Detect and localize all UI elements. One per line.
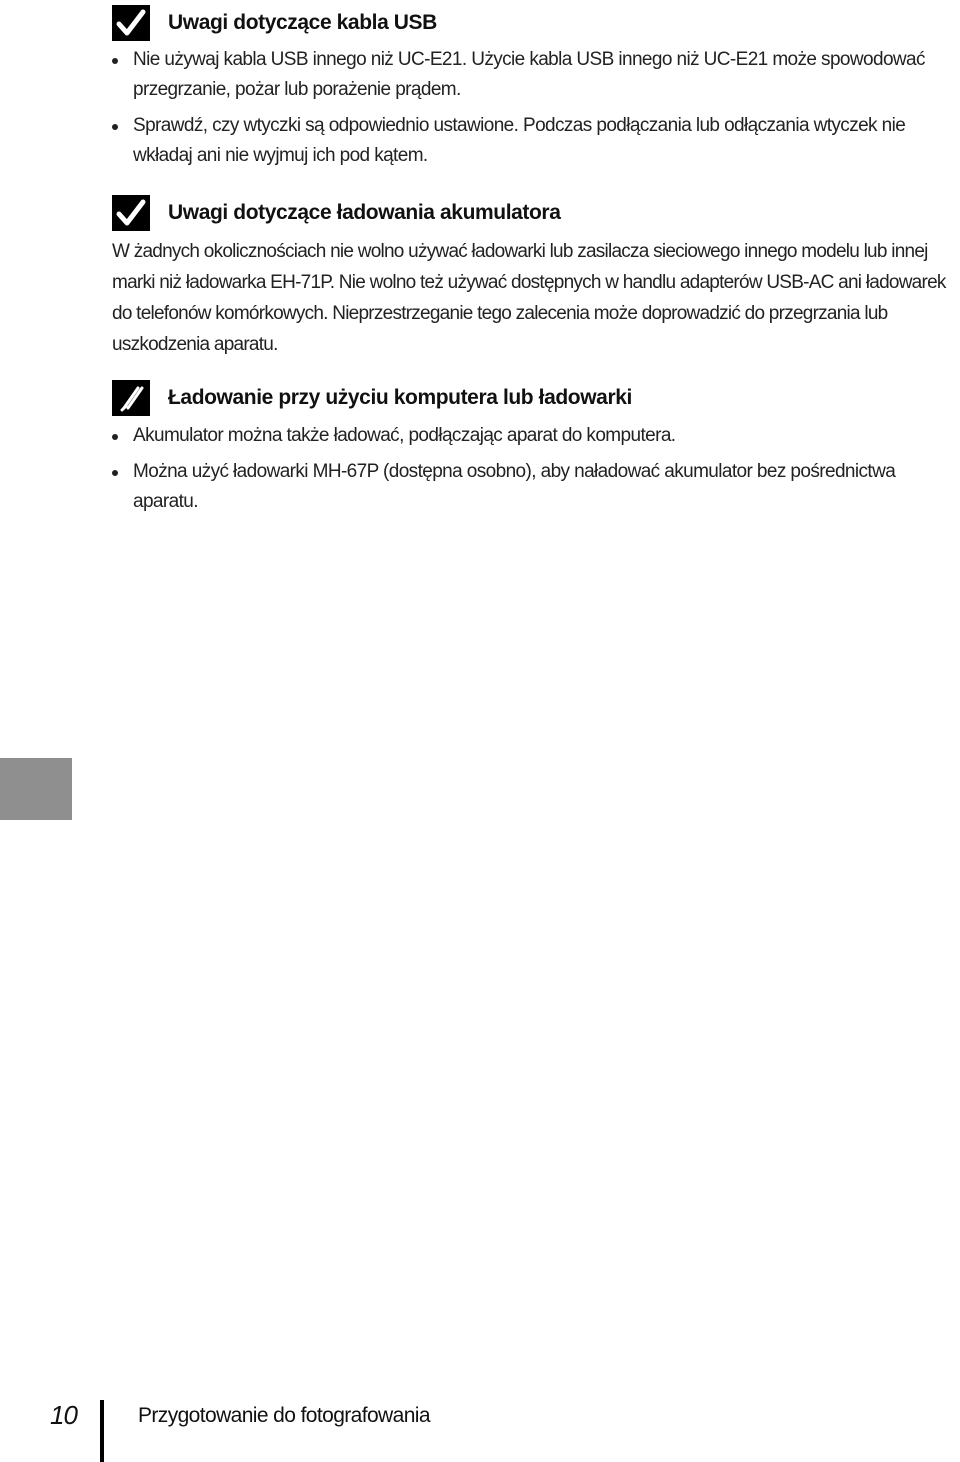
bullet-icon (112, 470, 118, 476)
chapter-side-tab (0, 758, 72, 820)
list-item: Można użyć ładowarki MH-67P (dostępna osobno), aby naładować akumulator bez pośrednictwa aparatu. (112, 457, 932, 517)
charging-paragraph: W żadnych okolicznościach nie wolno używać ładowarki lub zasilacza sieciowego innego modelu lub innej marki niż ładowarka EH-71P. Nie wolno też używać dostępnych w handlu adapterów USB-AC ani ładowarek do telefonów komórkowych. Nieprzestrzeganie tego zalecenia może doprowadzić do przegrzania lub uszkodzenia aparatu. (112, 241, 946, 355)
charging-heading (112, 195, 561, 231)
footer-divider (100, 1400, 104, 1462)
list-item: Nie używaj kabla USB innego niż UC-E21. Użycie kabla USB innego niż UC-E21 może spowodować przegrzanie, pożar lub porażenie prądem. (112, 45, 932, 105)
bullet-icon (112, 58, 118, 64)
computer-charging-heading (112, 380, 632, 416)
check-icon (112, 5, 150, 41)
page-number: 10 (50, 1400, 77, 1430)
usb-cable-list (112, 45, 932, 177)
bullet-icon (112, 434, 118, 440)
list-item: Sprawdź, czy wtyczki są odpowiednio ustawione. Podczas podłączania lub odłączania wtyczek nie wkładaj ani nie wyjmuj ich pod kątem. (112, 111, 932, 171)
usb-cable-title: Uwagi dotyczące kabla USB (168, 11, 437, 34)
chapter-title: Przygotowanie do fotografowania (138, 1404, 430, 1427)
pencil-note-icon (112, 380, 150, 416)
computer-charging-title: Ładowanie przy użyciu komputera lub ładowarki (168, 386, 632, 409)
usb-cable-heading (112, 5, 437, 41)
check-icon (112, 195, 150, 231)
computer-charging-list (112, 421, 932, 523)
list-item: Akumulator można także ładować, podłączając aparat do komputera. (112, 421, 932, 451)
bullet-icon (112, 124, 118, 130)
charging-title: Uwagi dotyczące ładowania akumulatora (168, 201, 561, 224)
